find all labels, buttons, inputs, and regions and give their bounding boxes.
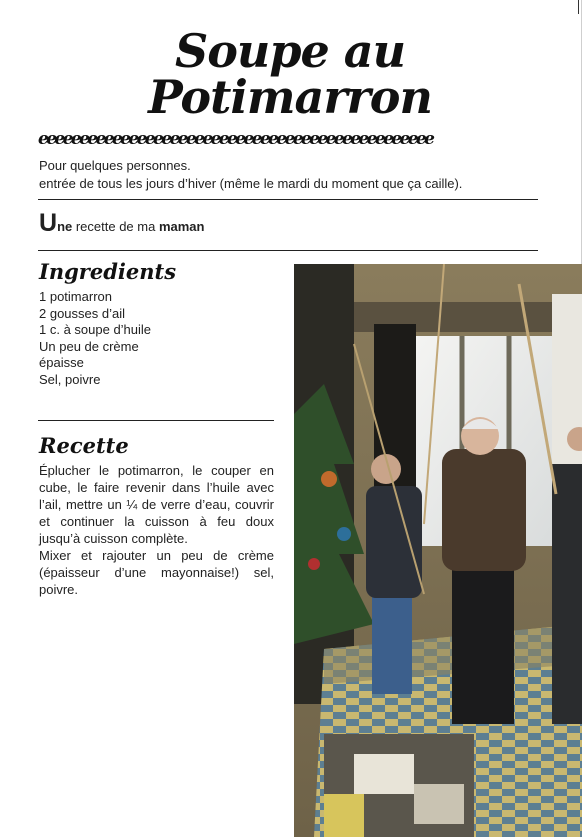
divider-rule [38, 420, 274, 421]
corner-tick [578, 0, 579, 14]
divider-rule [38, 199, 538, 200]
ingredients-heading: Ingredients [39, 259, 177, 284]
photo-man-center-legs [452, 564, 514, 724]
decorative-e-divider: eeeeeeeeeeeeeeeeeeeeeeeeeeeeeeeeeeeeeeeeeeeeeeee [38, 132, 433, 146]
photo-man-left-torso [366, 486, 422, 598]
intro-text [39, 157, 549, 193]
recette-paragraph: Éplucher le potimarron, le couper en cube, le faire revenir dans l’huile avec l’ail, mettre un ¼ de verre d’eau, couvrir et continuer la cuisson à feu doux jusqu’à cuisson complète. [39, 463, 274, 546]
recette-text [39, 462, 274, 598]
photo-clutter [324, 794, 364, 837]
ingredient-item: Un peu de crème [39, 338, 139, 354]
photo-men-around-christmas-tree [294, 264, 582, 837]
credit-initial: U [39, 209, 58, 237]
ingredient-item: Sel, poivre [39, 371, 101, 387]
occasion-line: entrée de tous les jours d’hiver (même le mardi du moment que ça caille). [39, 176, 463, 191]
ingredient-item: 1 c. à soupe d’huile [39, 322, 152, 338]
credit-middle: recette de ma [72, 219, 159, 234]
servings-line: Pour quelques personnes. [39, 158, 191, 173]
recipe-credit [39, 206, 519, 244]
recette-paragraph: Mixer et rajouter un peu de crème (épaisseur d’une mayonnaise!) sel, poivre. [39, 548, 274, 597]
photo-man-left-legs [372, 594, 412, 694]
ingredient-item: 2 gousses d’ail [39, 305, 125, 321]
page-title [100, 24, 480, 124]
divider-rule [38, 250, 538, 251]
title-line-2: Potimarron [148, 70, 432, 124]
photo-man-right-partial [552, 464, 582, 724]
photo-ornament [337, 527, 351, 541]
photo-ornament [321, 471, 337, 487]
ingredient-item: épaisse [39, 355, 84, 371]
recette-heading: Recette [39, 433, 129, 458]
credit-ne: ne [57, 219, 73, 234]
credit-name: maman [158, 219, 205, 234]
photo-ornament [308, 558, 320, 570]
photo-clutter [414, 784, 464, 824]
photo-man-center-torso [442, 449, 526, 571]
ingredient-item: 1 potimarron [39, 289, 112, 304]
title-line-1: Soupe au [174, 24, 406, 78]
ingredients-list [39, 289, 239, 389]
photo-clutter [354, 754, 414, 794]
